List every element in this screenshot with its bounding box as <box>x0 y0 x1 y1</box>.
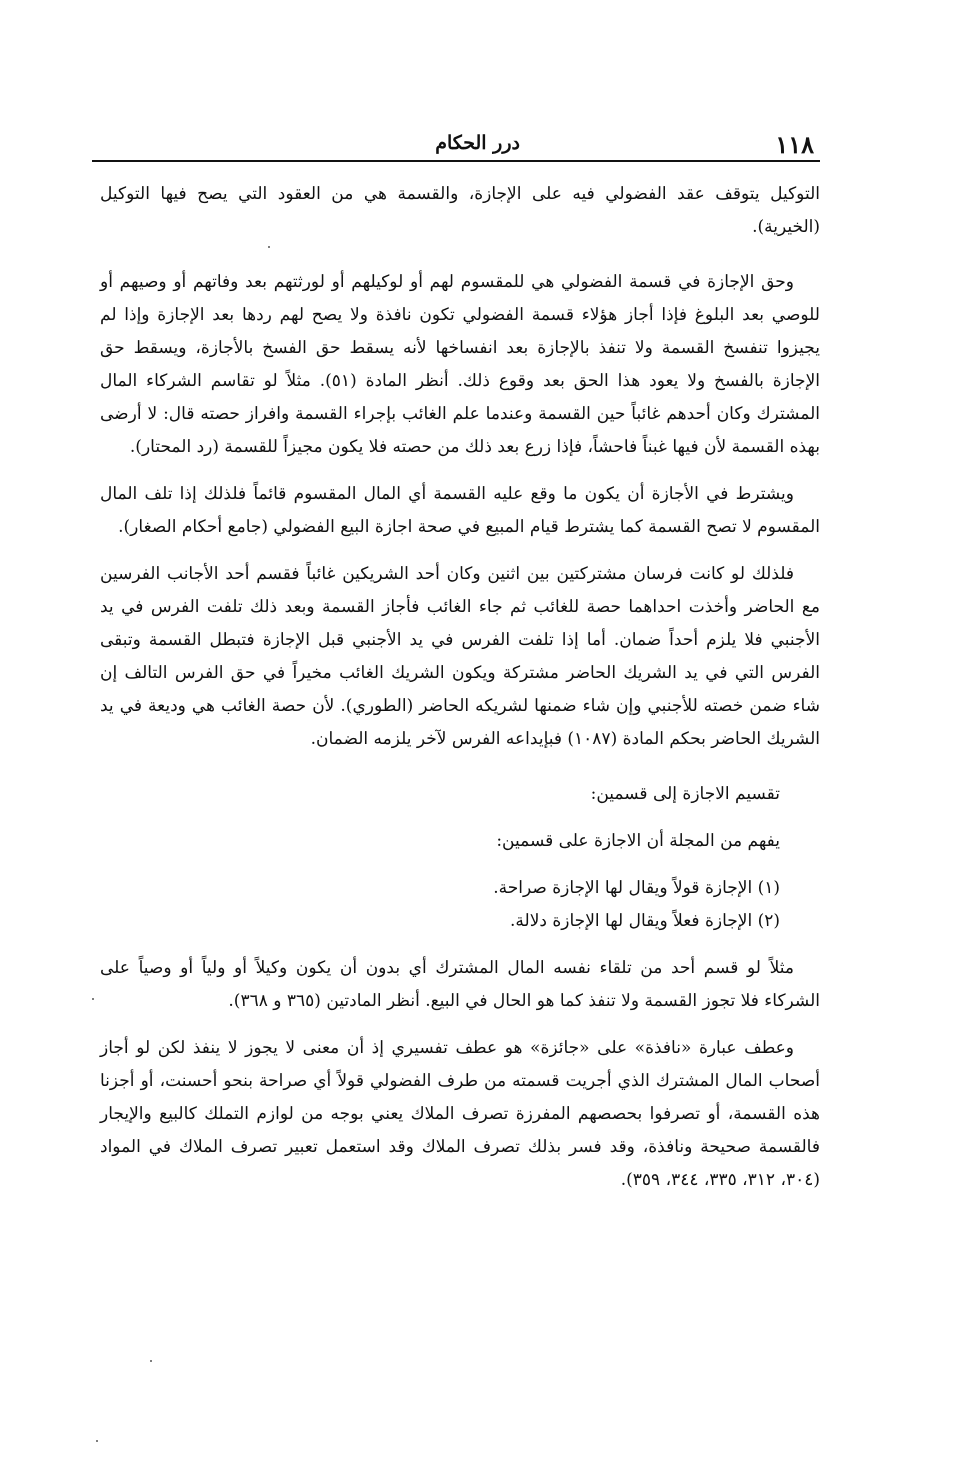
paragraph-3: ويشترط في الأجازة أن يكون ما وقع عليه القسمة أي المال المقسوم قائماً فلذلك إذا تلف المال المقسوم لا تصح القسمة كما يشترط قيام المبيع في صحة اجازة البيع الفضولي (جامع أحكام الصغار). <box>100 484 820 537</box>
page-number: ١١٨ <box>775 130 814 159</box>
scan-speck <box>92 998 94 1000</box>
section-intro: يفهم من المجلة أن الاجازة على قسمين: <box>496 831 780 851</box>
list-item: (١) الإجازة قولاً ويقال لها الإجازة صراحة. <box>493 878 780 898</box>
scan-speck <box>96 1440 98 1442</box>
header-rule <box>92 160 820 162</box>
page-body <box>100 178 820 1197</box>
paragraph-4: فلذلك لو كانت فرسان مشتركتين بين اثنين وكان أحد الشريكين غائباً فقسم أحد الأجانب الفرسين مع الحاضر وأخذت احداهما حصة للغائب ثم جاء الغائب فأجاز القسمة وبعد ذلك تلفت الفرس في يد الأجنبي فلا يلزم أحداً ضمان. أما إذا تلفت الفرس في يد الأجنبي قبل الإجازة فتبطل القسمة وتبقى الفرس التي في يد الشريك الحاضر مشتركة ويكون الشريك الغائب مخيراً في حق الفرس التالف إن شاء ضمن خصته للأجنبي وإن شاء ضمنها لشريكه الحاضر (الطوري). لأن حصة الغائب هي وديعة في يد الشريك الحاضر بحكم المادة (١٠٨٧) فبإيداعه الفرس لآخر يلزمه الضمان. <box>100 564 820 749</box>
section-heading: تقسيم الاجازة إلى قسمين: <box>590 784 780 804</box>
list-item: (٢) الإجازة فعلاً ويقال لها الإجازة دلالة. <box>510 911 780 931</box>
paragraph-6: وعطف عبارة «نافذة» على «جائزة» هو عطف تفسيري إذ أن معنى لا يجوز لا ينفذ لكن لو أجاز أصحاب المال المشترك الذي أجريت قسمته من طرف الفضولي قولاً أي صراحة بنحو أحسنت، أو أجزنا هذه القسمة، أو تصرفوا بحصصهم المفرزة تصرف الملاك يعني بوجه من لوازم التملك كالبيع والإيجار فالقسمة صحيحة ونافذة، وقد فسر بذلك تصرف الملاك وقد استعمل تعبير تصرف الملاك في المواد (٣٠٤، ٣١٢، ٣٣٥، ٣٤٤، ٣٥٩). <box>100 1038 820 1190</box>
paragraph-1: التوكيل يتوقف عقد الفضولي فيه على الإجازة، والقسمة هي من العقود التي يصح فيها التوكيل (الخيرية). <box>100 184 820 237</box>
paragraph-2: وحق الإجازة في قسمة الفضولي هي للمقسوم لهم أو لوكيلهم أو لورثتهم بعد وفاتهم أو وصيهم أو للوصي بعد البلوغ فإذا أجاز هؤلاء قسمة الفضولي تكون نافذة ولا يصح لهم ردها بعد الإجازة وإذا لم يجيزوا تنفسخ القسمة ولا تنفذ بالإجازة بعد انفساخها لأنه يسقط حق الفسخ بالأجازة، ويسقط حق الإجازة بالفسخ ولا يعود هذا الحق بعد وقوع ذلك. أنظر المادة (٥١). مثلاً لو تقاسم الشركاء المال المشترك وكان أحدهم غائباً حين القسمة وعندما علم الغائب بإجراء القسمة وافراز حصته قال: لا أرضى بهذه القسمة لأن فيها غبناً فاحشاً، فإذا زرع بعد ذلك من حصته فلا يكون مجيزاً للقسمة (رد المحتار). <box>100 272 820 457</box>
paragraph-5: مثلاً لو قسم أحد من تلقاء نفسه المال المشترك أي بدون أن يكون وكيلاً أو ولياً أو وصياً على الشركاء فلا تجوز القسمة ولا تنفذ كما هو الحال في البيع. أنظر المادتين (٣٦٥ و ٣٦٨). <box>100 958 820 1011</box>
page-header <box>92 118 820 162</box>
running-title: درر الحكام <box>435 132 520 154</box>
scan-speck <box>150 1360 152 1362</box>
scan-speck <box>268 246 270 248</box>
